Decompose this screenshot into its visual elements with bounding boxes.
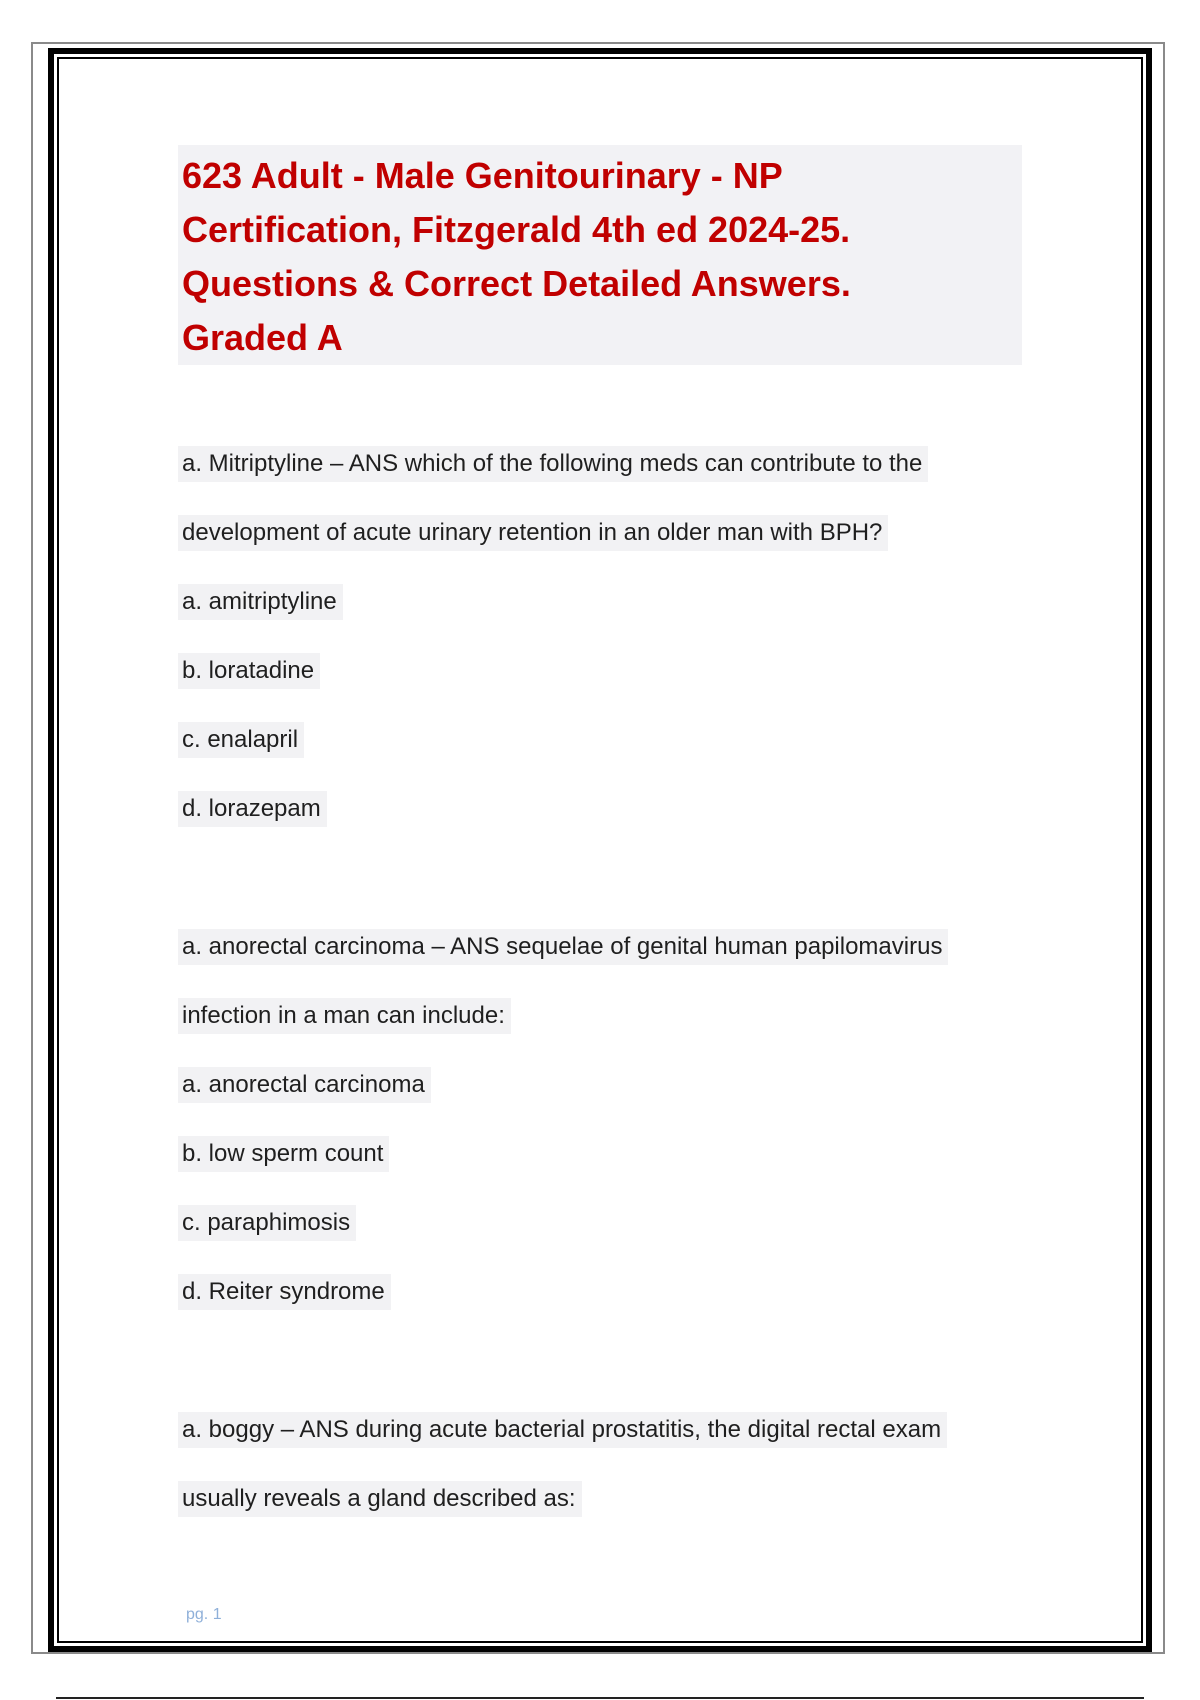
question-1-option-d: d. lorazepam: [178, 791, 327, 827]
question-2-option-a: a. anorectal carcinoma: [178, 1067, 431, 1103]
title-line: Certification, Fitzgerald 4th ed 2024-25.: [182, 209, 851, 250]
title-line: Graded A: [182, 317, 343, 358]
question-1-prompt-line-2: development of acute urinary retention in an older man with BPH?: [178, 515, 888, 551]
question-3-prompt-line-1: a. boggy – ANS during acute bacterial prostatitis, the digital rectal exam: [178, 1412, 947, 1448]
question-2-option-b: b. low sperm count: [178, 1136, 389, 1172]
question-1-option-c: c. enalapril: [178, 722, 304, 758]
title-line: 623 Adult - Male Genitourinary - NP: [182, 155, 783, 196]
question-2-option-d: d. Reiter syndrome: [178, 1274, 391, 1310]
question-3-prompt-line-2: usually reveals a gland described as:: [178, 1481, 582, 1517]
page-number: pg. 1: [186, 1606, 222, 1623]
question-1-prompt-line-1: a. Mitriptyline – ANS which of the following meds can contribute to the: [178, 446, 928, 482]
page-bottom-divider: [56, 1697, 1144, 1699]
title-line: Questions & Correct Detailed Answers.: [182, 263, 851, 304]
question-1-option-b: b. loratadine: [178, 653, 320, 689]
question-2-prompt-line-2: infection in a man can include:: [178, 998, 511, 1034]
question-2-option-c: c. paraphimosis: [178, 1205, 356, 1241]
document-title: [178, 145, 1022, 365]
question-2-prompt-line-1: a. anorectal carcinoma – ANS sequelae of genital human papilomavirus: [178, 929, 948, 965]
question-1-option-a: a. amitriptyline: [178, 584, 343, 620]
